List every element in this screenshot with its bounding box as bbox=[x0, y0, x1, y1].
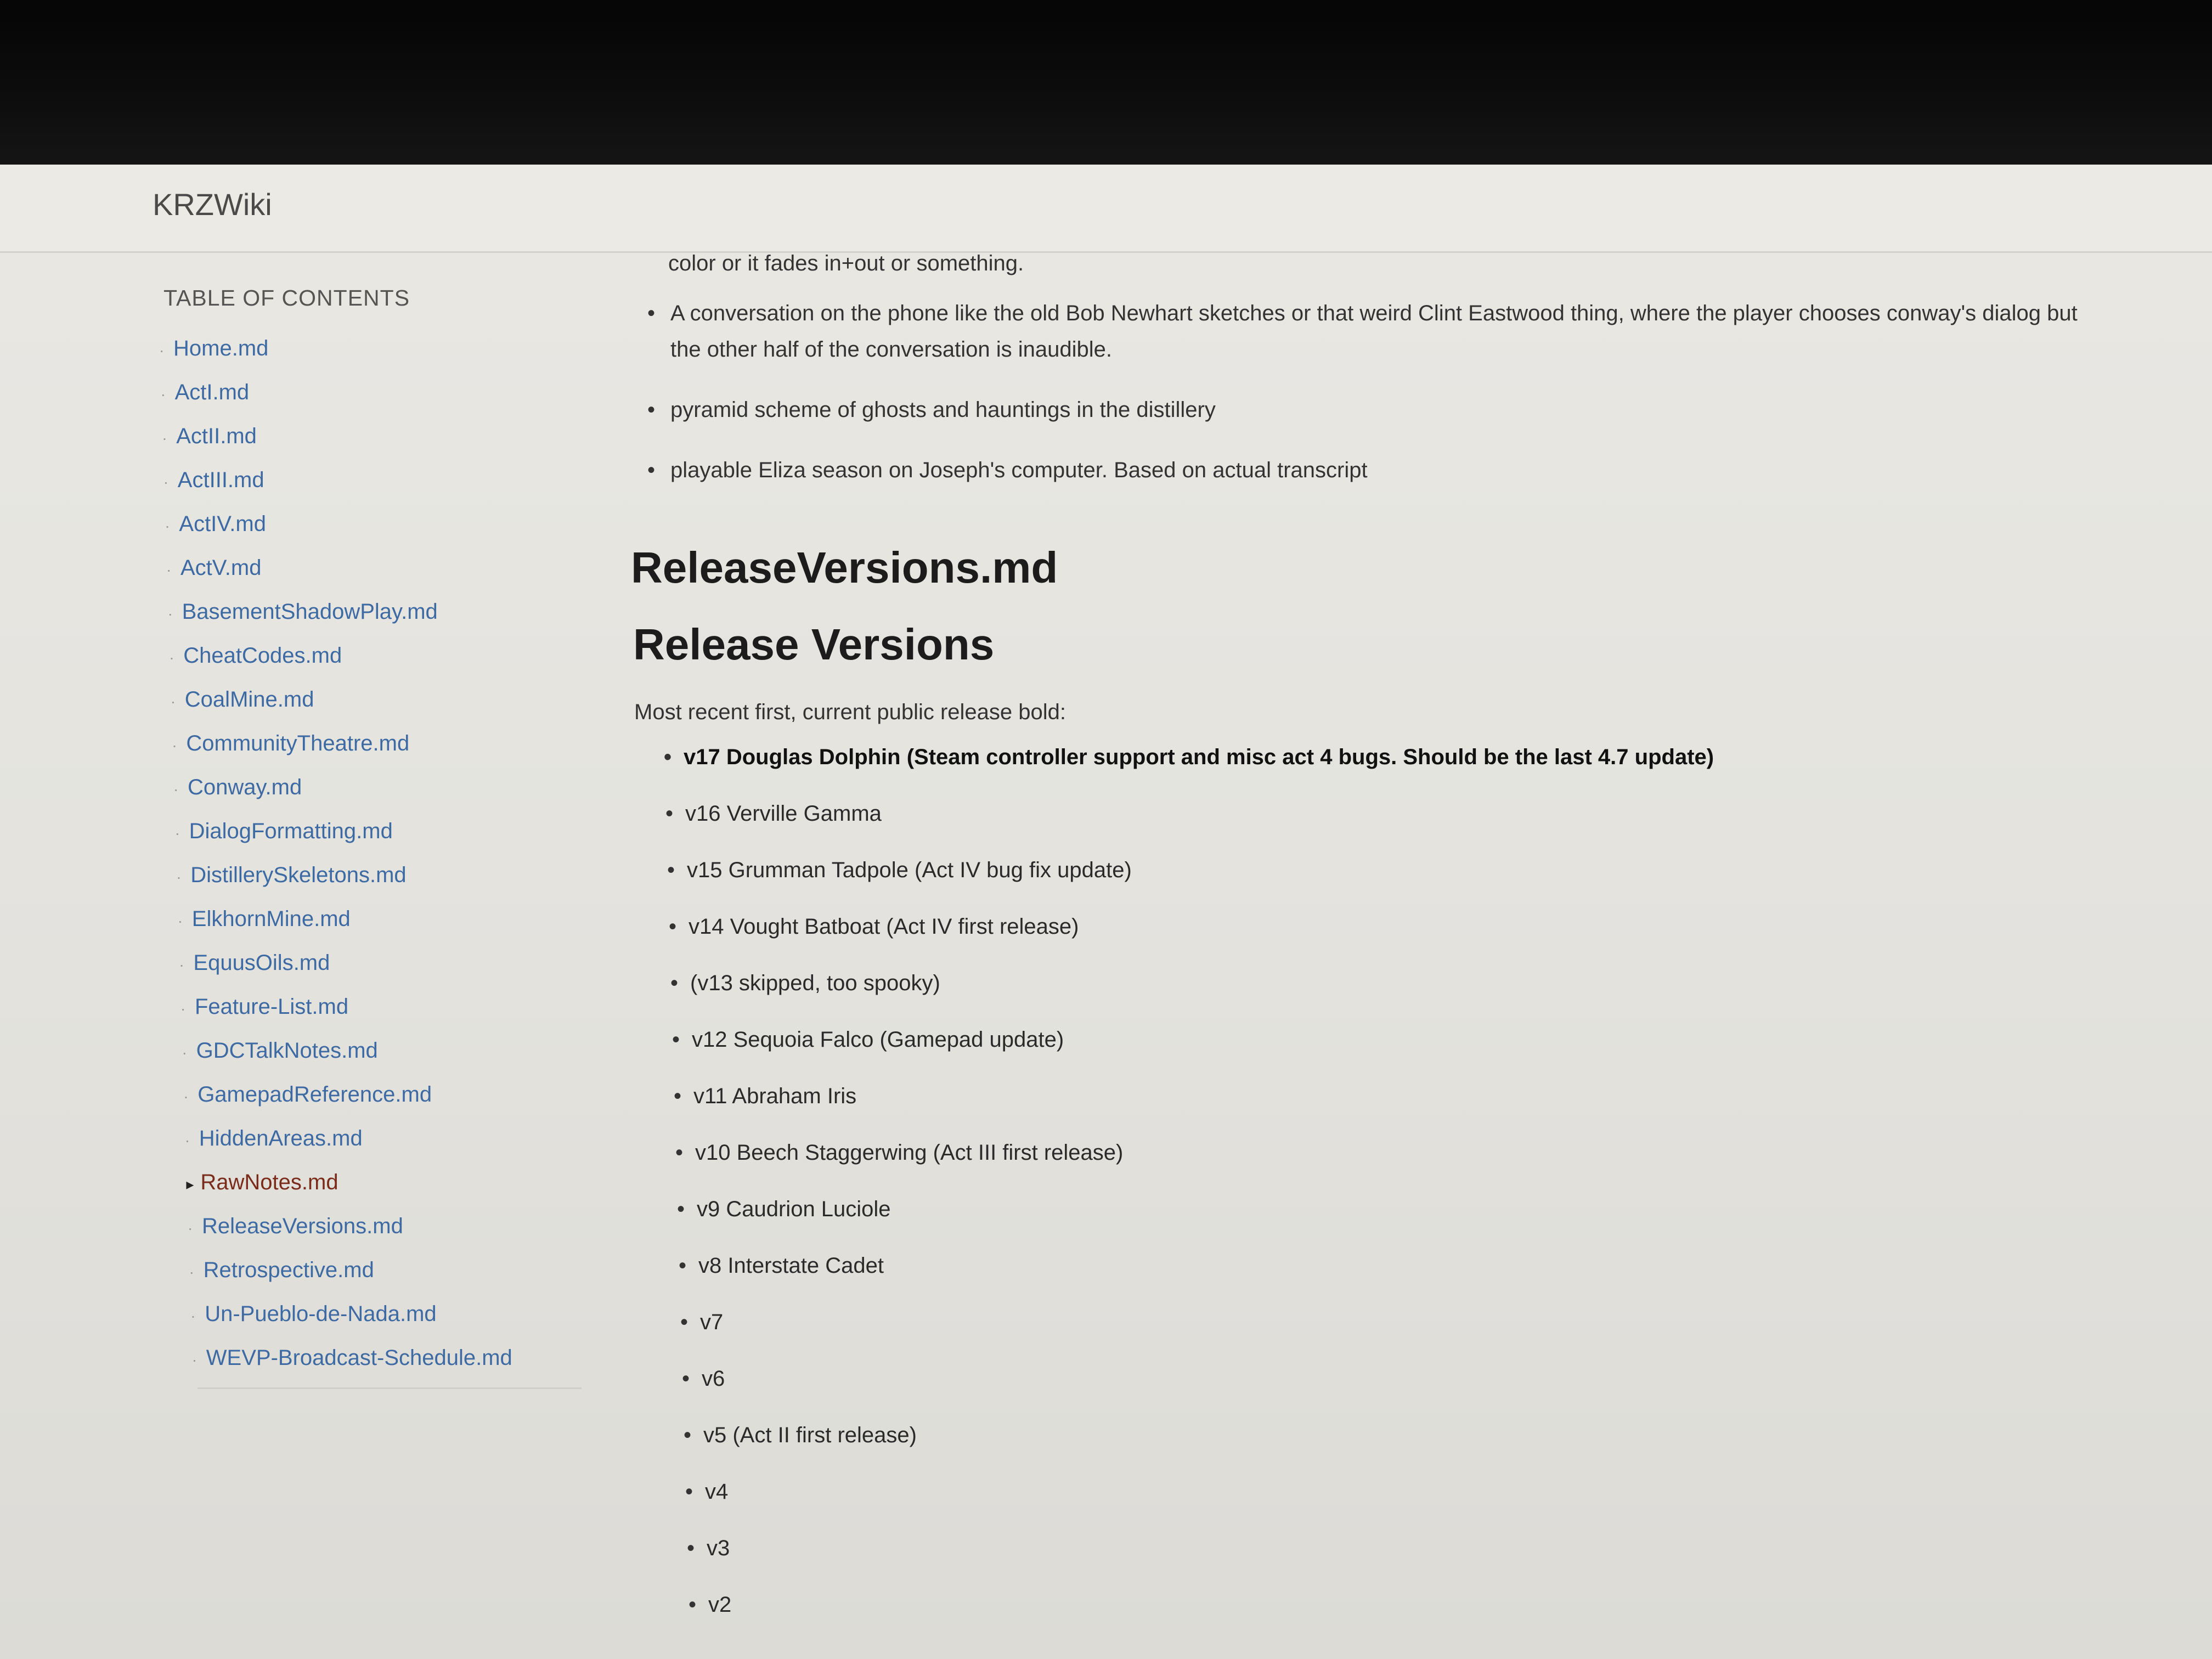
bullet-icon: · bbox=[159, 342, 165, 359]
version-item: • v5 (Act II first release) bbox=[651, 1419, 2085, 1475]
toc-link-communitytheatre[interactable] bbox=[172, 721, 598, 765]
note-item: • playable Eliza season on Joseph's computer. Based on actual transcript bbox=[631, 452, 2085, 488]
bullet-icon: · bbox=[189, 1263, 194, 1280]
toc-link-label: Conway.md bbox=[188, 775, 302, 799]
page-title: Release Versions bbox=[633, 620, 995, 669]
versions-list bbox=[631, 741, 2085, 1645]
toc-link-label: GamepadReference.md bbox=[198, 1082, 432, 1107]
bullet-icon: · bbox=[174, 825, 180, 842]
version-item: • v4 bbox=[652, 1475, 2085, 1532]
toc-link-label: Home.md bbox=[173, 336, 269, 360]
version-item: • v14 Vought Batboat (Act IV first release) bbox=[636, 910, 2085, 967]
note-item: • A conversation on the phone like the old Bob Newhart sketches or that weird Clint Eastwood thing, where the player chooses conway's dialog but the other half of the conversation is inaudible. bbox=[631, 295, 2085, 368]
version-item: • v12 Sequoia Falco (Gamepad update) bbox=[639, 1023, 2085, 1080]
bullet-icon: · bbox=[165, 517, 170, 534]
toc-link-basementshadowplay[interactable] bbox=[168, 590, 598, 634]
toc-link-label: ActII.md bbox=[176, 424, 257, 448]
toc-link-label: CoalMine.md bbox=[184, 687, 314, 712]
bullet-icon: · bbox=[191, 1351, 198, 1368]
version-item: • v9 Caudrion Luciole bbox=[644, 1193, 2085, 1249]
bullet-icon: · bbox=[183, 1088, 189, 1105]
bullet-icon: · bbox=[173, 781, 179, 798]
toc-link-conway[interactable] bbox=[173, 765, 598, 809]
top-navbar bbox=[0, 165, 2212, 253]
toc-list bbox=[159, 326, 598, 1380]
toc-link-label: GDCTalkNotes.md bbox=[196, 1039, 378, 1063]
toc-link-rawnotes[interactable] bbox=[186, 1160, 598, 1204]
toc-link-wevp-broadcast-schedule[interactable] bbox=[192, 1336, 598, 1380]
bullet-icon: · bbox=[162, 430, 167, 447]
text-fragment: color or it fades in+out or something. bbox=[668, 251, 1024, 275]
version-item: • v6 bbox=[649, 1362, 2085, 1419]
toc-link-label: ActV.md bbox=[180, 556, 262, 580]
bullet-icon: · bbox=[188, 1220, 193, 1237]
table-of-contents bbox=[159, 285, 598, 1389]
toc-link-label: ActIV.md bbox=[179, 512, 266, 536]
toc-title: TABLE OF CONTENTS bbox=[163, 285, 410, 311]
version-item: • (v13 skipped, too spooky) bbox=[637, 967, 2085, 1023]
toc-link-label: ReleaseVersions.md bbox=[202, 1214, 403, 1238]
toc-link-label: CheatCodes.md bbox=[183, 644, 342, 668]
toc-link-gamepadreference[interactable] bbox=[183, 1073, 598, 1116]
toc-link-label: EquusOils.md bbox=[193, 951, 330, 975]
toc-divider bbox=[198, 1387, 582, 1389]
toc-link-distilleryskeletons[interactable] bbox=[176, 853, 598, 897]
toc-link-label: HiddenAreas.md bbox=[199, 1126, 363, 1150]
version-item-current: • v17 Douglas Dolphin (Steam controller support and misc act 4 bugs. Should be the last 4.7 update) bbox=[631, 741, 2085, 797]
bullet-icon: · bbox=[169, 649, 174, 666]
bullet-icon: · bbox=[177, 912, 183, 929]
toc-link-label: ActI.md bbox=[174, 380, 250, 404]
version-item: • v2 bbox=[656, 1588, 2085, 1645]
toc-link-coalmine[interactable] bbox=[171, 678, 598, 721]
file-heading: ReleaseVersions.md bbox=[631, 543, 1058, 592]
toc-link-label: ActIII.md bbox=[177, 468, 264, 492]
bullet-icon: · bbox=[180, 1000, 186, 1017]
toc-link-home[interactable] bbox=[159, 326, 598, 370]
note-item: • pyramid scheme of ghosts and hauntings in the distillery bbox=[631, 392, 2085, 428]
toc-link-actv[interactable] bbox=[166, 546, 598, 590]
bullet-icon: · bbox=[179, 956, 184, 973]
bullet-icon: · bbox=[176, 868, 182, 885]
version-item: • v7 bbox=[647, 1306, 2085, 1362]
toc-link-label: DistillerySkeletons.md bbox=[190, 863, 407, 887]
toc-link-dialogformatting[interactable] bbox=[175, 809, 598, 853]
bullet-icon: · bbox=[170, 693, 176, 710]
bullet-icon: · bbox=[166, 561, 172, 578]
toc-link-actiii[interactable] bbox=[163, 458, 598, 502]
toc-link-label: RawNotes.md bbox=[200, 1170, 338, 1194]
toc-link-equusoils[interactable] bbox=[179, 941, 598, 985]
toc-link-cheatcodes[interactable] bbox=[169, 634, 598, 678]
bullet-icon: · bbox=[160, 386, 166, 403]
wiki-brand-link[interactable]: KRZWiki bbox=[153, 187, 272, 222]
toc-link-label: Un-Pueblo-de-Nada.md bbox=[205, 1302, 437, 1326]
toc-link-releaseversions[interactable] bbox=[188, 1204, 598, 1248]
current-page-bullet-icon: ▸ bbox=[186, 1176, 194, 1193]
version-item: • v15 Grumman Tadpole (Act IV bug fix update) bbox=[634, 854, 2085, 910]
toc-link-label: BasementShadowPlay.md bbox=[182, 600, 438, 624]
version-item: • v11 Abraham Iris bbox=[641, 1080, 2085, 1136]
version-item: • v16 Verville Gamma bbox=[633, 797, 2085, 854]
bullet-icon: · bbox=[172, 737, 177, 754]
toc-link-activ[interactable] bbox=[165, 502, 598, 546]
toc-link-feature-list[interactable] bbox=[180, 985, 598, 1029]
main-content bbox=[631, 247, 2085, 1645]
toc-link-elkhornmine[interactable] bbox=[178, 897, 598, 941]
toc-link-label: Retrospective.md bbox=[203, 1258, 374, 1282]
toc-link-label: ElkhornMine.md bbox=[191, 907, 351, 931]
toc-link-retrospective[interactable] bbox=[189, 1248, 598, 1292]
toc-link-un-pueblo-de-nada[interactable] bbox=[190, 1292, 598, 1336]
version-item: • v8 Interstate Cadet bbox=[646, 1249, 2085, 1306]
bullet-icon: · bbox=[182, 1044, 187, 1061]
toc-link-actii[interactable] bbox=[162, 414, 598, 458]
version-item: • v10 Beech Staggerwing (Act III first release) bbox=[642, 1136, 2085, 1193]
toc-link-acti[interactable] bbox=[161, 370, 598, 414]
notes-list bbox=[631, 295, 2085, 488]
bullet-icon: · bbox=[163, 473, 169, 490]
bullet-icon: · bbox=[167, 605, 173, 622]
toc-link-label: CommunityTheatre.md bbox=[186, 731, 410, 755]
toc-link-gdctalknotes[interactable] bbox=[182, 1029, 598, 1073]
version-item: • v3 bbox=[654, 1532, 2085, 1588]
toc-link-hiddenareas[interactable] bbox=[185, 1116, 598, 1160]
monitor-bezel bbox=[0, 0, 2212, 165]
toc-link-label: Feature-List.md bbox=[195, 995, 349, 1019]
bullet-icon: · bbox=[184, 1132, 190, 1149]
toc-link-label: DialogFormatting.md bbox=[189, 819, 393, 843]
bullet-icon: · bbox=[190, 1307, 196, 1324]
toc-link-label: WEVP-Broadcast-Schedule.md bbox=[206, 1346, 512, 1370]
browser-viewport bbox=[0, 165, 2212, 1659]
intro-text: Most recent first, current public release bold: bbox=[634, 700, 1066, 724]
